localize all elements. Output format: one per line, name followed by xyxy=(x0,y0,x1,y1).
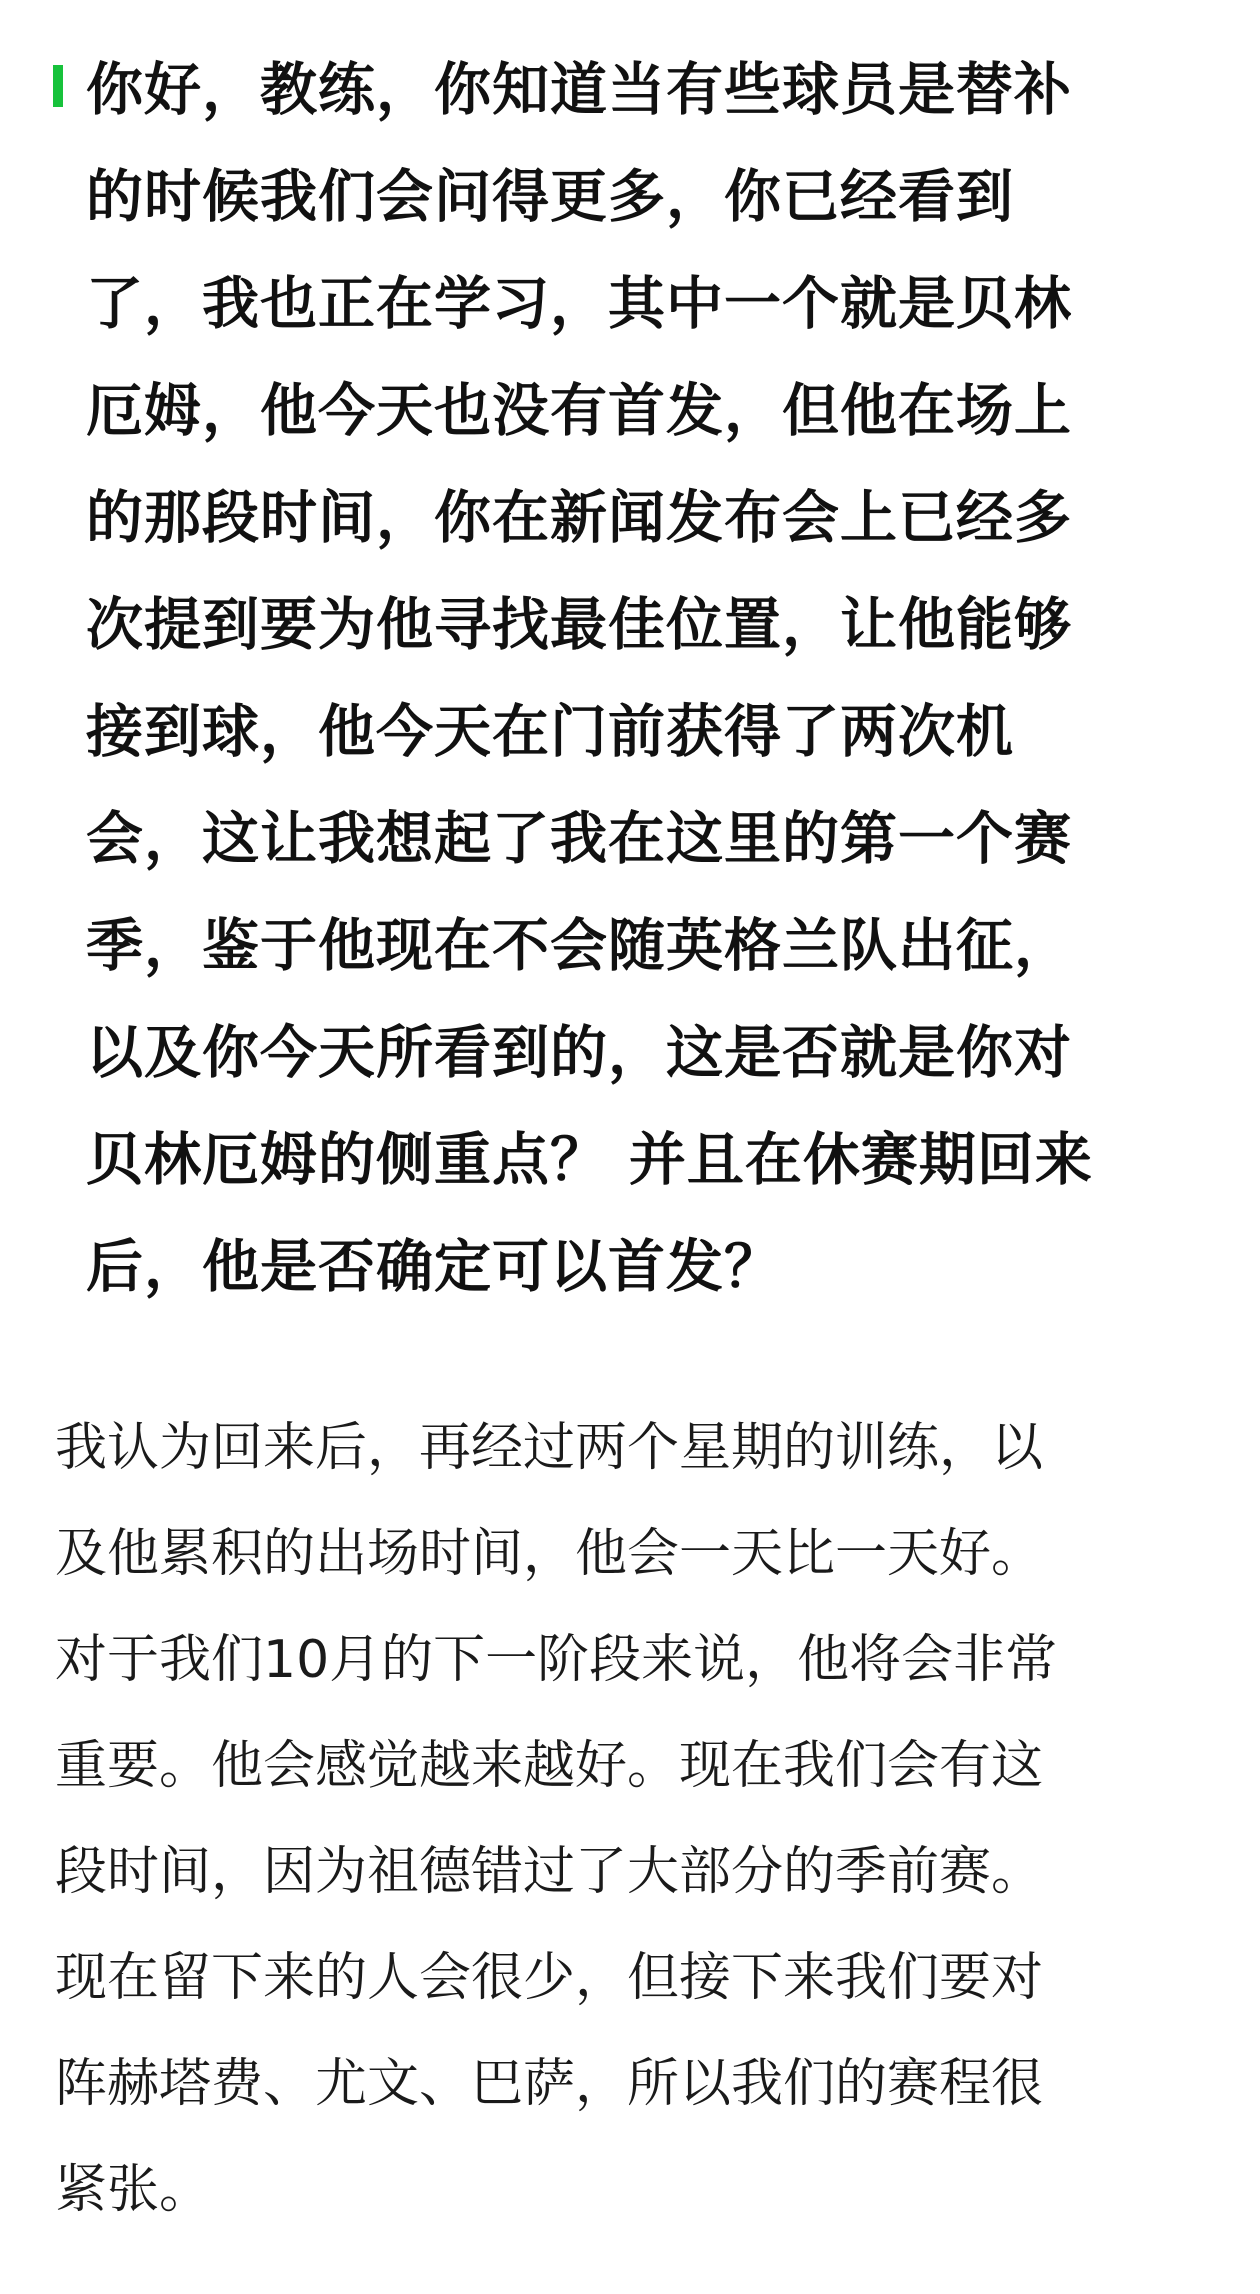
answer-line: 现在留下来的人会很少，但接下来我们要对 xyxy=(55,1948,1044,2008)
question-line: 了，我也正在学习，其中一个就是贝林 xyxy=(86,271,1072,337)
question-line: 接到球，他今天在门前获得了两次机 xyxy=(86,699,1014,765)
question-line: 厄姆，他今天也没有首发，但他在场上 xyxy=(86,378,1072,444)
answer-line: 阵赫塔费、尤文、巴萨，所以我们的赛程很 xyxy=(55,2054,1044,2114)
question-line: 后，他是否确定可以首发？ xyxy=(86,1234,782,1300)
question-line: 以及你今天所看到的，这是否就是你对 xyxy=(86,1020,1072,1086)
answer-line: 对于我们10月的下一阶段来说，他将会非常 xyxy=(55,1630,1058,1690)
question-line: 贝林厄姆的侧重点？ 并且在休赛期回来 xyxy=(86,1127,1093,1193)
question-line: 你好，教练，你知道当有些球员是替补 xyxy=(86,57,1072,123)
question-line: 会，这让我想起了我在这里的第一个赛 xyxy=(86,806,1072,872)
question-line: 的那段时间，你在新闻发布会上已经多 xyxy=(86,485,1072,551)
answer-line: 及他累积的出场时间，他会一天比一天好。 xyxy=(55,1524,1044,1584)
quote-accent-bar xyxy=(53,65,63,107)
answer-line: 段时间，因为祖德错过了大部分的季前赛。 xyxy=(55,1842,1044,1902)
answer-line: 重要。他会感觉越来越好。现在我们会有这 xyxy=(55,1736,1044,1796)
question-line: 的时候我们会问得更多，你已经看到 xyxy=(86,164,1014,230)
question-line: 次提到要为他寻找最佳位置，让他能够 xyxy=(86,592,1072,658)
answer-line: 紧张。 xyxy=(55,2160,212,2220)
question-line: 季，鉴于他现在不会随英格兰队出征， xyxy=(86,913,1072,979)
answer-line: 我认为回来后，再经过两个星期的训练，以 xyxy=(55,1418,1044,1478)
